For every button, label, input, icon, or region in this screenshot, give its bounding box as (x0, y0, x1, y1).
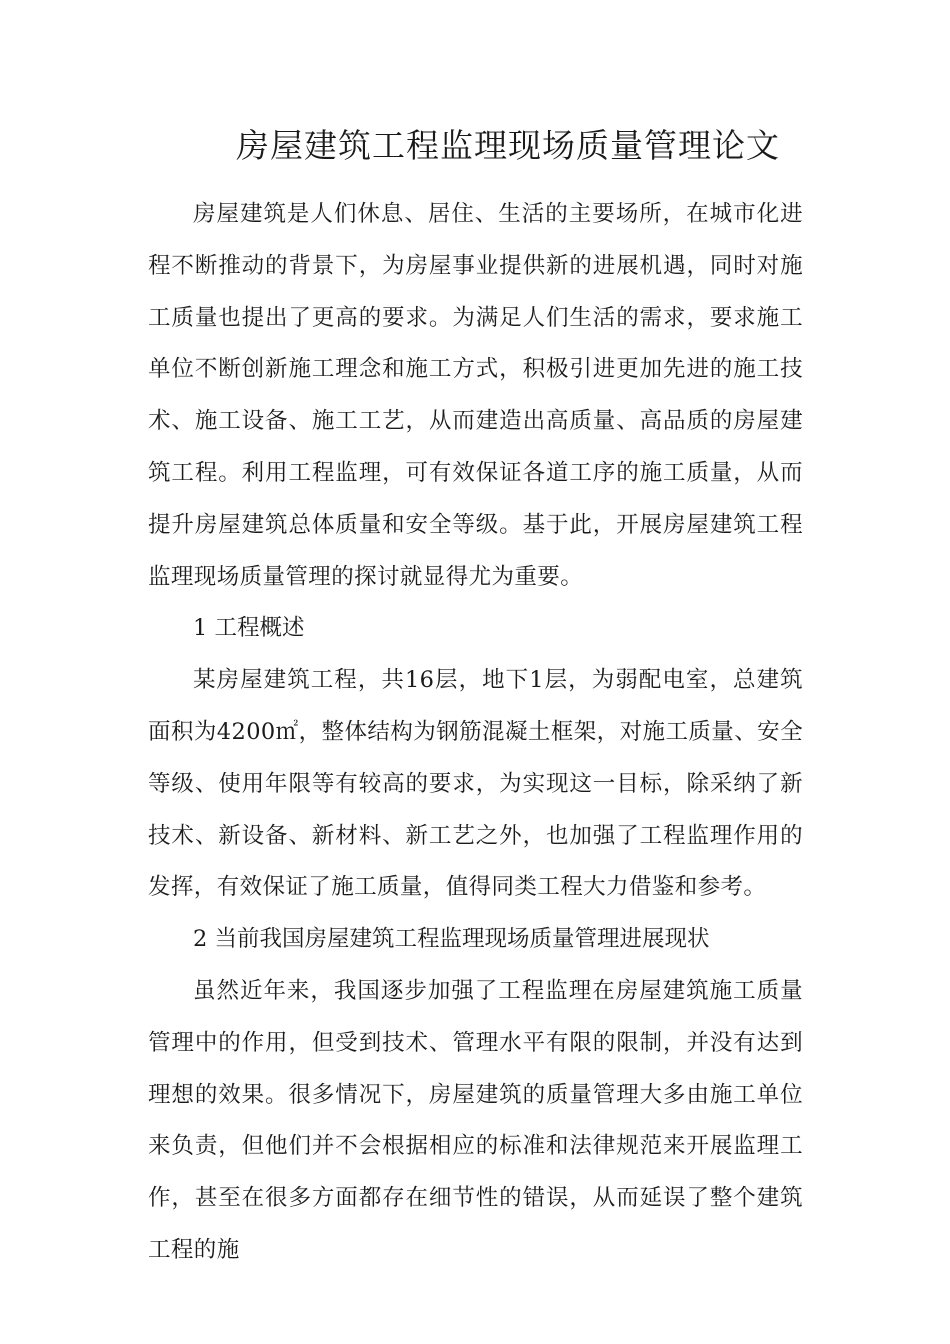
section-heading-2: 2 当前我国房屋建筑工程监理现场质量管理进展现状 (193, 926, 710, 953)
paragraph-intro: 房屋建筑是人们休息、居住、生活的主要场所，在城市化进程不断推动的背景下，为房屋事业提供新的进展机遇，同时对施工质量也提出了更高的要求。为满足人们生活的需求，要求施工单位不断创新施工理念和施工方式，积极引进更加先进的施工技术、施工设备、施工工艺，从而建造出高质量、高品质的房屋建筑工程。利用工程监理，可有效保证各道工序的施工质量，从而提升房屋建筑总体质量和安全等级。基于此，开展房屋建筑工程监理现场质量管理的探讨就显得尤为重要。 (148, 201, 803, 590)
paragraph-current-status: 虽然近年来，我国逐步加强了工程监理在房屋建筑施工质量管理中的作用，但受到技术、管理水平有限的限制，并没有达到理想的效果。很多情况下，房屋建筑的质量管理大多由施工单位来负责，但他们并不会根据相应的标准和法律规范来开展监理工作，甚至在很多方面都存在细节性的错误，从而延误了整个建筑工程的施 (148, 977, 803, 1263)
section-heading-1: 1 工程概述 (193, 615, 305, 642)
document-title: 房屋建筑工程监理现场质量管理论文 (236, 126, 780, 165)
document-body (148, 189, 803, 1277)
paragraph-project-overview: 某房屋建筑工程，共16层，地下1层，为弱配电室，总建筑面积为4200㎡，整体结构为钢筋混凝土框架，对施工质量、安全等级、使用年限等有较高的要求，为实现这一目标，除采纳了新技术、新设备、新材料、新工艺之外，也加强了工程监理作用的发挥，有效保证了施工质量，值得同类工程大力借鉴和参考。 (148, 667, 803, 901)
